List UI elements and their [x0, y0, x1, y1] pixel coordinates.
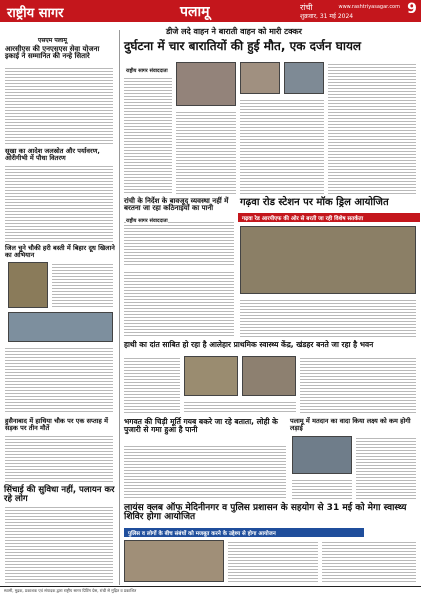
left-story3-body [52, 262, 113, 308]
top-kicker: डीजे लदे वाहन ने बाराती वाहन को मारी टक्कर [166, 27, 302, 36]
elephant-photo-2 [242, 356, 296, 396]
left-story2-body [5, 164, 113, 242]
left-photo [8, 262, 48, 308]
middle-byline: राष्ट्रीय सागर संवाददाता [126, 218, 168, 224]
top-body-col3 [240, 98, 324, 194]
left-photo-wide [8, 312, 113, 342]
paper-name: राष्ट्रीय सागर [7, 6, 64, 21]
column-divider [119, 30, 120, 585]
left-bottom-body [5, 505, 113, 585]
elephant-headline: हाथी का दांत साबित हो रहा है आलेहार प्राथमिक स्वास्थ्य केंद्र, खंडहर बनते जा रहा है भवन [124, 340, 374, 349]
top-photo-victim1 [240, 62, 280, 94]
top-photo-victim2 [284, 62, 324, 94]
middle-body-2 [124, 270, 234, 338]
left-lead-body [5, 66, 113, 146]
website[interactable]: www.rashtriyasagar.com [338, 4, 400, 10]
footer-rule [0, 586, 421, 587]
health-camp-body-2 [322, 540, 416, 582]
mock-drill-headline: गढ़वा रोड स्टेशन पर मॉक ड्रिल आयोजित [240, 197, 389, 208]
health-camp-photo [124, 540, 224, 582]
health-camp-body-1 [228, 540, 318, 582]
elephant-body-3 [300, 356, 416, 414]
mock-drill-subhead: गढ़वा रेड आरपीएफ की ओर से बरती जा रही विशेष सतर्कता [242, 216, 364, 222]
left-story4-headline: हुसैनाबाद में हाथिया चौक पर एक सप्ताह में सड़क पर तीन मौतें [5, 417, 108, 432]
left-story2-headline: सूखा का आदेश जलस्रोत और पर्यावरण, ओरीगीभी में पौधा वितरण [5, 147, 100, 162]
city: रांची [300, 3, 313, 12]
election-body [356, 436, 416, 500]
top-photo-accident [176, 62, 236, 106]
health-camp-headline: लायंस क्लब ऑफ मेदिनीनगर व पुलिस प्रशासन के सहयोग से 31 मई को मेगा स्वास्थ्य शिविर होगा आयोजित [124, 503, 407, 523]
left-bottom-headline: सिंचाई की सुविधा नहीं, पलायन कर रहे लोग [4, 485, 115, 504]
elephant-body-1 [124, 356, 180, 414]
section-title: पलामू [180, 4, 210, 20]
left-story3-headline: जिल चुने चौकी हरी बस्ती में बिहार दूध खिलाने का अभियान [5, 244, 115, 259]
left-story3-cont [5, 346, 113, 414]
elephant-photo-1 [184, 356, 238, 396]
page-number: 9 [407, 1, 417, 17]
top-byline: राष्ट्रीय सागर संवाददाता [126, 68, 168, 74]
palamu-story-body [124, 444, 286, 500]
middle-body [124, 220, 234, 266]
left-byline: एसएम पलामू [38, 37, 67, 44]
election-body-2 [292, 478, 352, 500]
left-story4-body [5, 434, 113, 482]
date: शुक्रवार, 31 मई 2024 [300, 13, 354, 20]
middle-headline: रांची के निर्देश के बावजूद व्यवस्था नहीं में बरतना जा रहा कठिनाइयों का पानी [124, 197, 229, 213]
top-headline: दुर्घटना में चार बारातियों की हुई मौत, एक दर्जन घायल [124, 39, 362, 53]
election-photo [292, 436, 352, 474]
top-body-col1 [124, 76, 172, 194]
mock-drill-body [240, 298, 416, 338]
health-camp-subhead: पुलिस व लोगों के बीच संबंधों को मजबूत करने के उद्देश्य से होगा आयोजन [128, 531, 276, 537]
election-headline: पलामू में मतदान का वादा किया लक्ष्य को कम होगी लड़ाई [290, 417, 411, 432]
mock-drill-photo [240, 226, 416, 294]
footer-imprint: स्वामी, मुद्रक, प्रकाशक एवं संपादक द्वारा राष्ट्रीय सागर प्रिंटिंग प्रेस, रांची से मुद्रित व प्रकाशित [4, 588, 137, 593]
elephant-body-2 [184, 400, 296, 414]
left-lead-headline: आरसीएस की एनएसएस सेवा योजना इकाई ने सम्मानित की नन्हे सितारे [5, 45, 100, 61]
palamu-story-headline: भगवत की चिड़ी मूर्ति गयब बकरे जा रहे बताता, लोही के पुजारी से गमा हुआ है पानी [124, 417, 278, 434]
top-body-col2 [176, 110, 236, 194]
top-body-col4 [328, 62, 416, 194]
